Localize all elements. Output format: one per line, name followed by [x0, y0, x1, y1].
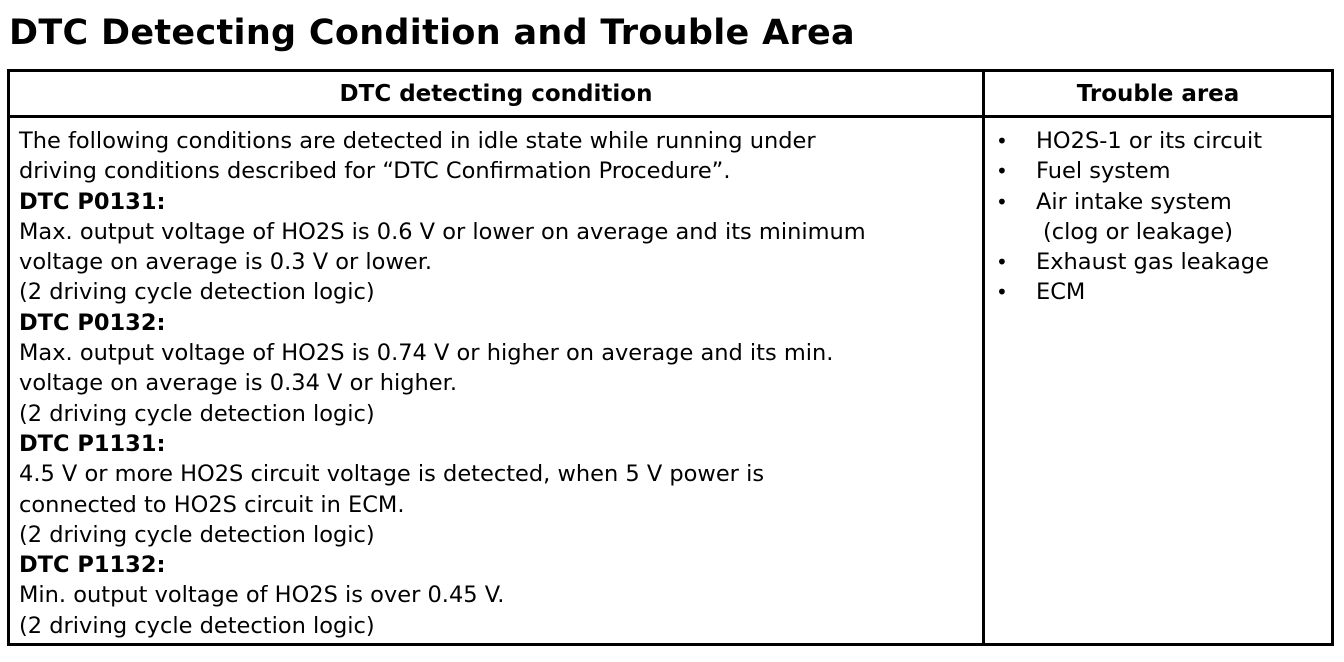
dtc-table: [7, 69, 1334, 646]
trouble-area-label: Exhaust gas leakage: [1036, 249, 1269, 276]
intro-line: The following conditions are detected in idle state while running under: [19, 128, 816, 154]
dtc-description-line: Min. output voltage of HO2S is over 0.45 V.: [19, 582, 505, 609]
intro-line: driving conditions described for “DTC Confirmation Procedure”.: [19, 158, 731, 185]
dtc-logic-note: (2 driving cycle detection logic): [19, 521, 375, 548]
trouble-area-label: HO2S-1 or its circuit: [1036, 128, 1263, 154]
dtc-description-line: Max. output voltage of HO2S is 0.74 V or higher on average and its min.: [19, 340, 834, 367]
bullet-icon: •: [996, 250, 1008, 275]
trouble-area-label: ECM: [1036, 279, 1086, 306]
condition-cell: [9, 117, 984, 645]
list-item: [985, 277, 1327, 307]
dtc-logic-note: (2 driving cycle detection logic): [19, 612, 375, 639]
bullet-icon: •: [996, 129, 1008, 153]
dtc-code-p1132: DTC P1132:: [19, 552, 166, 579]
dtc-description-line: Max. output voltage of HO2S is 0.6 V or lower on average and its minimum: [19, 218, 866, 245]
trouble-area-sublabel: (clog or leakage): [1043, 218, 1233, 245]
trouble-area-label: Fuel system: [1036, 158, 1171, 185]
dtc-logic-note: (2 driving cycle detection logic): [19, 279, 375, 306]
dtc-code-p0132: DTC P0132:: [19, 309, 166, 336]
trouble-area-cell: [984, 117, 1333, 645]
table-row: [9, 117, 1333, 645]
bullet-icon: •: [996, 189, 1008, 214]
dtc-logic-note: (2 driving cycle detection logic): [19, 400, 375, 427]
bullet-icon: •: [996, 159, 1008, 184]
bullet-icon: •: [996, 280, 1008, 305]
dtc-code-p1131: DTC P1131:: [19, 430, 166, 457]
header-trouble-area: Trouble area: [984, 71, 1333, 117]
trouble-area-list: [985, 126, 1327, 308]
list-item: [985, 247, 1327, 277]
dtc-description-line: 4.5 V or more HO2S circuit voltage is detected, when 5 V power is: [19, 461, 765, 488]
list-item: [985, 156, 1327, 186]
table-header-row: [9, 71, 1333, 117]
dtc-code-p0131: DTC P0131:: [19, 188, 166, 215]
trouble-area-label: Air intake system: [1036, 188, 1232, 215]
list-item: [985, 126, 1327, 156]
list-item: [985, 187, 1327, 248]
header-dtc-detecting-condition: DTC detecting condition: [9, 71, 984, 117]
page-title: DTC Detecting Condition and Trouble Area: [9, 13, 855, 53]
dtc-description-line: voltage on average is 0.34 V or higher.: [19, 370, 457, 397]
dtc-description-line: connected to HO2S circuit in ECM.: [19, 491, 405, 518]
dtc-description-line: voltage on average is 0.3 V or lower.: [19, 249, 433, 276]
